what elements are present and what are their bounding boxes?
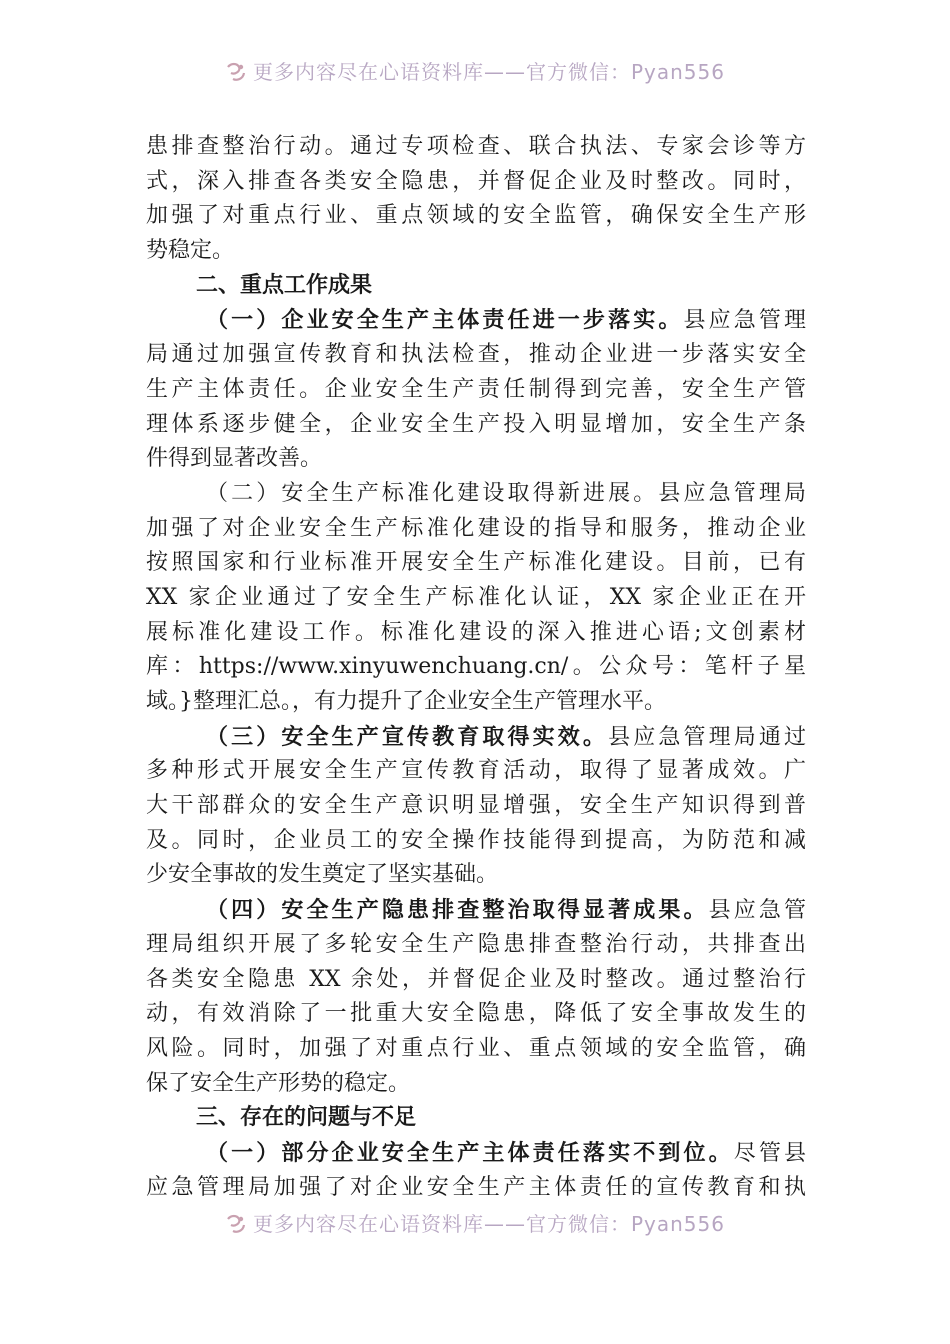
paragraph-first-line [146,1136,806,1171]
text-line: 理体系逐步健全，企业安全生产投入明显增加，安全生产条 [146,411,806,437]
text-line: 生产主体责任。企业安全生产责任制得到完善，安全生产管 [146,376,806,402]
text-line: 保了安全生产形势的稳定。 [146,1070,411,1096]
text-line: 应急管理局加强了对企业安全生产主体责任的宣传教育和执 [146,1174,806,1200]
text-run: 县应急管理局通过 [608,724,806,750]
text-line: 件得到显著改善。 [146,446,323,472]
text-line: 多种形式开展安全生产宣传教育活动，取得了显著成效。广 [146,758,806,784]
text-run: 县应急管理 [683,308,806,334]
text-line: 展标准化建设工作。标准化建设的深入推进心语;文创素材 [146,619,806,645]
header-watermark [0,56,950,85]
text-line: （二）安全生产标准化建设取得新进展。县应急管理局 [206,480,806,506]
text-line: 大干部群众的安全生产意识明显增强，安全生产知识得到普 [146,793,806,819]
section-heading: 二、重点工作成果 [196,272,373,298]
footer-watermark [0,1208,950,1237]
text-line: 少安全事故的发生奠定了坚实基础。 [146,862,499,888]
text-line: 式，深入排查各类安全隐患，并督促企业及时整改。同时， [146,168,806,194]
subheading: （四）安全生产隐患排查整治取得显著成果。 [206,897,709,924]
text-line: 按照国家和行业标准开展安全生产标准化建设。目前，已有 [146,550,806,576]
subheading: （一）部分企业安全生产主体责任落实不到位。 [206,1139,734,1166]
text-line: 风险。同时，加强了对重点行业、重点领域的安全监管，确 [146,1035,806,1061]
text-line: 势稳定。 [146,238,235,264]
text-run: 县应急管 [708,898,806,924]
text-line: 动，有效消除了一批重大安全隐患，降低了安全事故发生的 [146,1001,806,1027]
text-line: 各类安全隐患 XX 余处，并督促企业及时整改。通过整治行 [146,966,806,992]
section-heading: 三、存在的问题与不足 [196,1105,417,1131]
text-line: 及。同时，企业员工的安全操作技能得到提高，为防范和减 [146,827,806,853]
text-line: 域。}整理汇总。，有力提升了企业安全生产管理水平。 [146,689,666,714]
text-line: 加强了对重点行业、重点领域的安全监管，确保安全生产形 [146,203,806,229]
logo-icon [225,61,247,83]
text-line: XX 家企业通过了安全生产标准化认证，XX 家企业正在开 [146,584,806,610]
paragraph-first-line [146,303,806,338]
text-line: 加强了对企业安全生产标准化建设的指导和服务，推动企业 [146,515,806,541]
subheading: （三）安全生产宣传教育取得实效。 [206,723,609,750]
document-body [146,130,806,1205]
paragraph-first-line [146,720,806,755]
text-line: 理局组织开展了多轮安全生产隐患排查整治行动，共排查出 [146,931,806,957]
text-line: 库：https://www.xinyuwenchuang.cn/。公众号：笔杆子星 [146,654,806,680]
text-line: 局通过加强宣传教育和执法检查，推动企业进一步落实安全 [146,342,806,368]
watermark-text: 更多内容尽在心语资料库——官方微信：Pyan556 [252,1212,725,1236]
text-line: 患排查整治行动。通过专项检查、联合执法、专家会诊等方 [146,134,806,159]
subheading: （一）企业安全生产主体责任进一步落实。 [206,307,684,334]
text-run: 尽管县 [733,1140,806,1166]
paragraph-first-line [146,893,806,928]
logo-icon [225,1213,247,1235]
watermark-text: 更多内容尽在心语资料库——官方微信：Pyan556 [252,60,725,84]
